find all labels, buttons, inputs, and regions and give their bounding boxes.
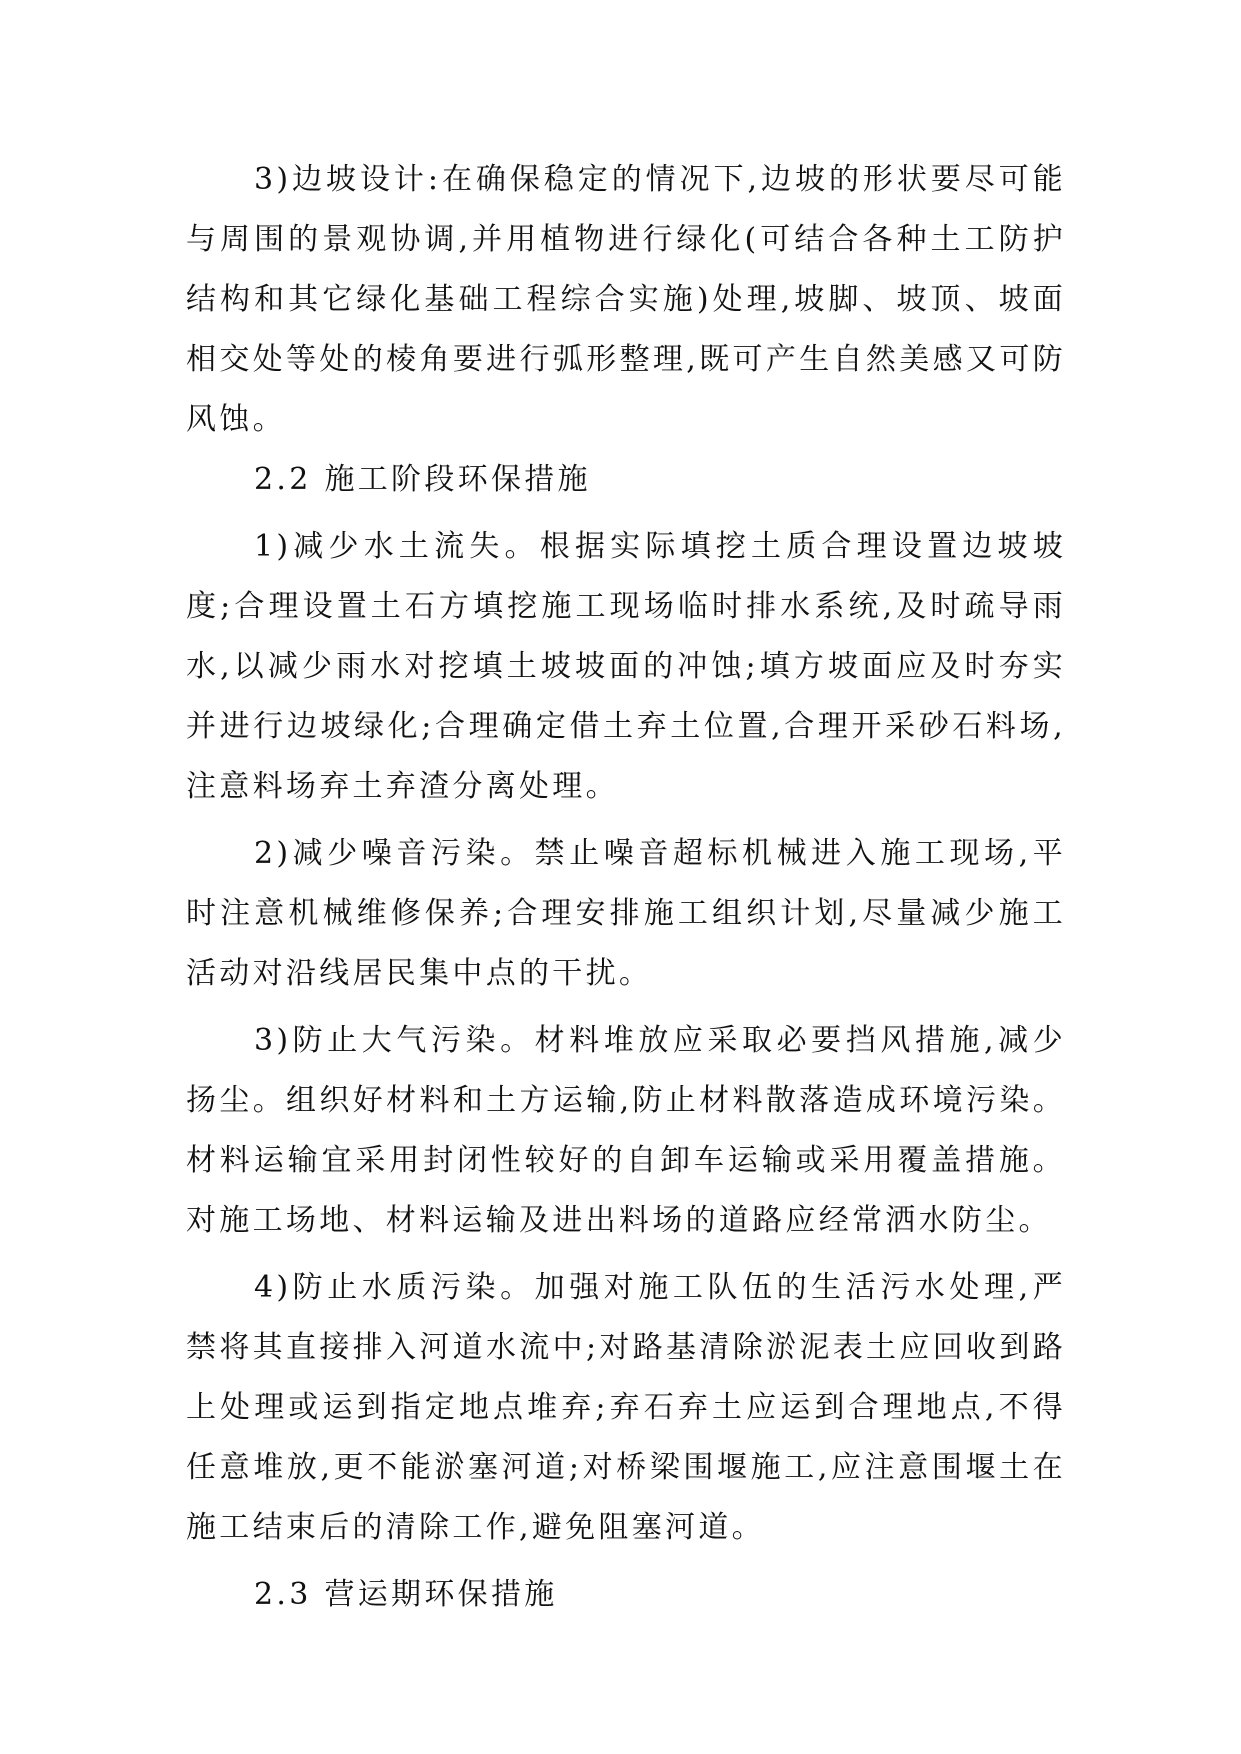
paragraph-slope-design: 3)边坡设计:在确保稳定的情况下,边坡的形状要尽可能与周围的景观协调,并用植物进行绿化(可结合各种土工防护结构和其它绿化基础工程综合实施)处理,坡脚、坡顶、坡面相交处等处的棱角要进行弧形整理,既可产生自然美感又可防风蚀。: [186, 162, 1066, 437]
section-heading-2-3: 2.3 营运期环保措施: [254, 1577, 558, 1612]
paragraph-noise: 2)减少噪音污染。禁止噪音超标机械进入施工现场,平时注意机械维修保养;合理安排施工组织计划,尽量减少施工活动对沿线居民集中点的干扰。: [186, 836, 1066, 991]
document-body: [186, 150, 1066, 1632]
paragraph-air-pollution: 3)防止大气污染。材料堆放应采取必要挡风措施,减少扬尘。组织好材料和土方运输,防止材料散落造成环境污染。材料运输宜采用封闭性较好的自卸车运输或采用覆盖措施。对施工场地、材料运输及进出料场的道路应经常洒水防尘。: [186, 1023, 1066, 1238]
paragraph-soil-erosion: 1)减少水土流失。根据实际填挖土质合理设置边坡坡度;合理设置土石方填挖施工现场临时排水系统,及时疏导雨水,以减少雨水对挖填土坡坡面的冲蚀;填方坡面应及时夯实并进行边坡绿化;合理确定借土弃土位置,合理开采砂石料场,注意料场弃土弃渣分离处理。: [186, 529, 1066, 804]
paragraph-water-pollution: 4)防止水质污染。加强对施工队伍的生活污水处理,严禁将其直接排入河道水流中;对路基清除淤泥表土应回收到路上处理或运到指定地点堆弃;弃石弃土应运到合理地点,不得任意堆放,更不能淤塞河道;对桥梁围堰施工,应注意围堰土在施工结束后的清除工作,避免阻塞河道。: [186, 1270, 1066, 1545]
section-heading-2-2: 2.2 施工阶段环保措施: [254, 462, 591, 497]
